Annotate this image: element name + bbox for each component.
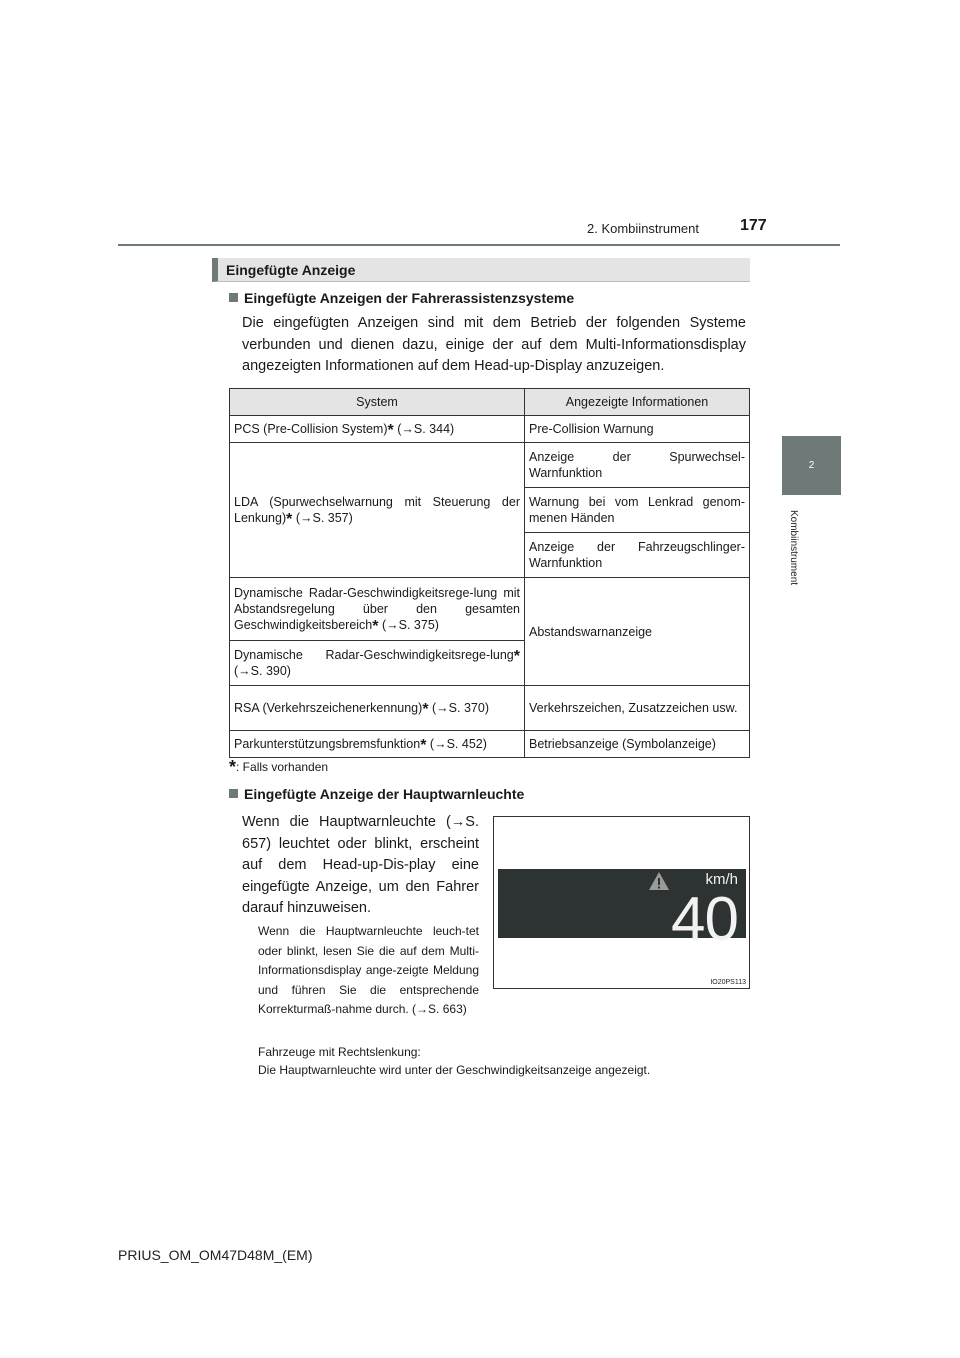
table-cell-system: Dynamische Radar-Geschwindigkeitsrege-lung* (→S. 390)	[230, 641, 525, 686]
table-cell-info: Pre-Collision Warnung	[525, 416, 750, 443]
rhd-note-title: Fahrzeuge mit Rechtslenkung:	[258, 1045, 421, 1059]
page-number: 177	[740, 217, 767, 234]
rhd-note	[258, 1043, 650, 1079]
hud-display	[498, 869, 746, 954]
column-header-system: System	[230, 389, 525, 416]
table-row	[230, 416, 750, 443]
column-header-info: Angezeigte Informationen	[525, 389, 750, 416]
table-cell-system: Dynamische Radar-Geschwindigkeitsrege-lung mit Abstandsregelung über den gesamten Geschwindigkeitsbereich* (→S. 375)	[230, 578, 525, 641]
warning-paragraph: Wenn die Hauptwarnleuchte (→S. 657) leuchtet oder blinkt, erscheint auf dem Head-up-Dis-play eine eingefügte Anzeige, um den Fahrer darauf hinzuweisen.	[242, 814, 479, 916]
hud-illustration	[493, 816, 750, 989]
table-cell-system: LDA (Spurwechselwarnung mit Steuerung der Lenkung)* (→S. 357)	[230, 443, 525, 578]
header-rule	[118, 244, 840, 246]
table-row	[230, 578, 750, 641]
warning-note: Wenn die Hauptwarnleuchte leuch-tet oder blinkt, lesen Sie die auf dem Multi-Informationsdisplay ange-zeigte Meldung und führen Sie die entsprechende Korrekturmaß-nahme durch. (→S. 663)	[258, 924, 479, 1016]
warning-triangle-icon	[648, 871, 670, 891]
table-cell-system: RSA (Verkehrszeichenerkennung)* (→S. 370)	[230, 686, 525, 731]
speed-unit: km/h	[705, 871, 738, 888]
table-cell-info: Betriebsanzeige (Symbolanzeige)	[525, 731, 750, 758]
section-title-bar	[212, 258, 750, 282]
section-title: Eingefügte Anzeige	[226, 262, 356, 278]
table-cell-info: Verkehrszeichen, Zusatzzeichen usw.	[525, 686, 750, 731]
table-cell-system: PCS (Pre-Collision System)* (→S. 344)	[230, 416, 525, 443]
section-header: 2. Kombiinstrument	[587, 221, 699, 236]
systems-table	[229, 388, 750, 758]
table-cell-info: Abstandswarnanzeige	[525, 578, 750, 686]
intro-paragraph: Die eingefügten Anzeigen sind mit dem Betrieb der folgenden Systeme verbunden und dienen dazu, einige der auf dem Multi-Informationsdisplay angezeigten Informationen auf dem Head-up-Display anzuzeigen.	[242, 315, 746, 374]
speed-value: 40	[671, 885, 738, 954]
table-header-row	[230, 389, 750, 416]
table-row	[230, 686, 750, 731]
chapter-number: 2	[808, 460, 815, 471]
table-cell-info: Anzeige der Fahrzeugschlinger-Warnfunktion	[525, 533, 750, 578]
figure-id: IO20PS113	[710, 979, 746, 986]
square-bullet-icon	[229, 293, 238, 302]
subsection-title-2: Eingefügte Anzeige der Hauptwarnleuchte	[229, 786, 524, 802]
table-cell-info: Warnung bei vom Lenkrad genom-menen Händen	[525, 488, 750, 533]
document-code: PRIUS_OM_OM47D48M_(EM)	[118, 1247, 313, 1263]
table-cell-info: Anzeige der Spurwechsel-Warnfunktion	[525, 443, 750, 488]
table-row	[230, 731, 750, 758]
footnote: *: Falls vorhanden	[229, 757, 329, 777]
table-cell-system: Parkunterstützungsbremsfunktion* (→S. 452)	[230, 731, 525, 758]
table-row	[230, 443, 750, 488]
subsection-title-1: Eingefügte Anzeigen der Fahrerassistenzsysteme	[229, 290, 574, 306]
chapter-label: Kombiinstrument	[788, 510, 799, 586]
square-bullet-icon	[229, 789, 238, 798]
rhd-note-text: Die Hauptwarnleuchte wird unter der Geschwindigkeitsanzeige angezeigt.	[258, 1063, 651, 1077]
chapter-tab	[782, 436, 841, 495]
